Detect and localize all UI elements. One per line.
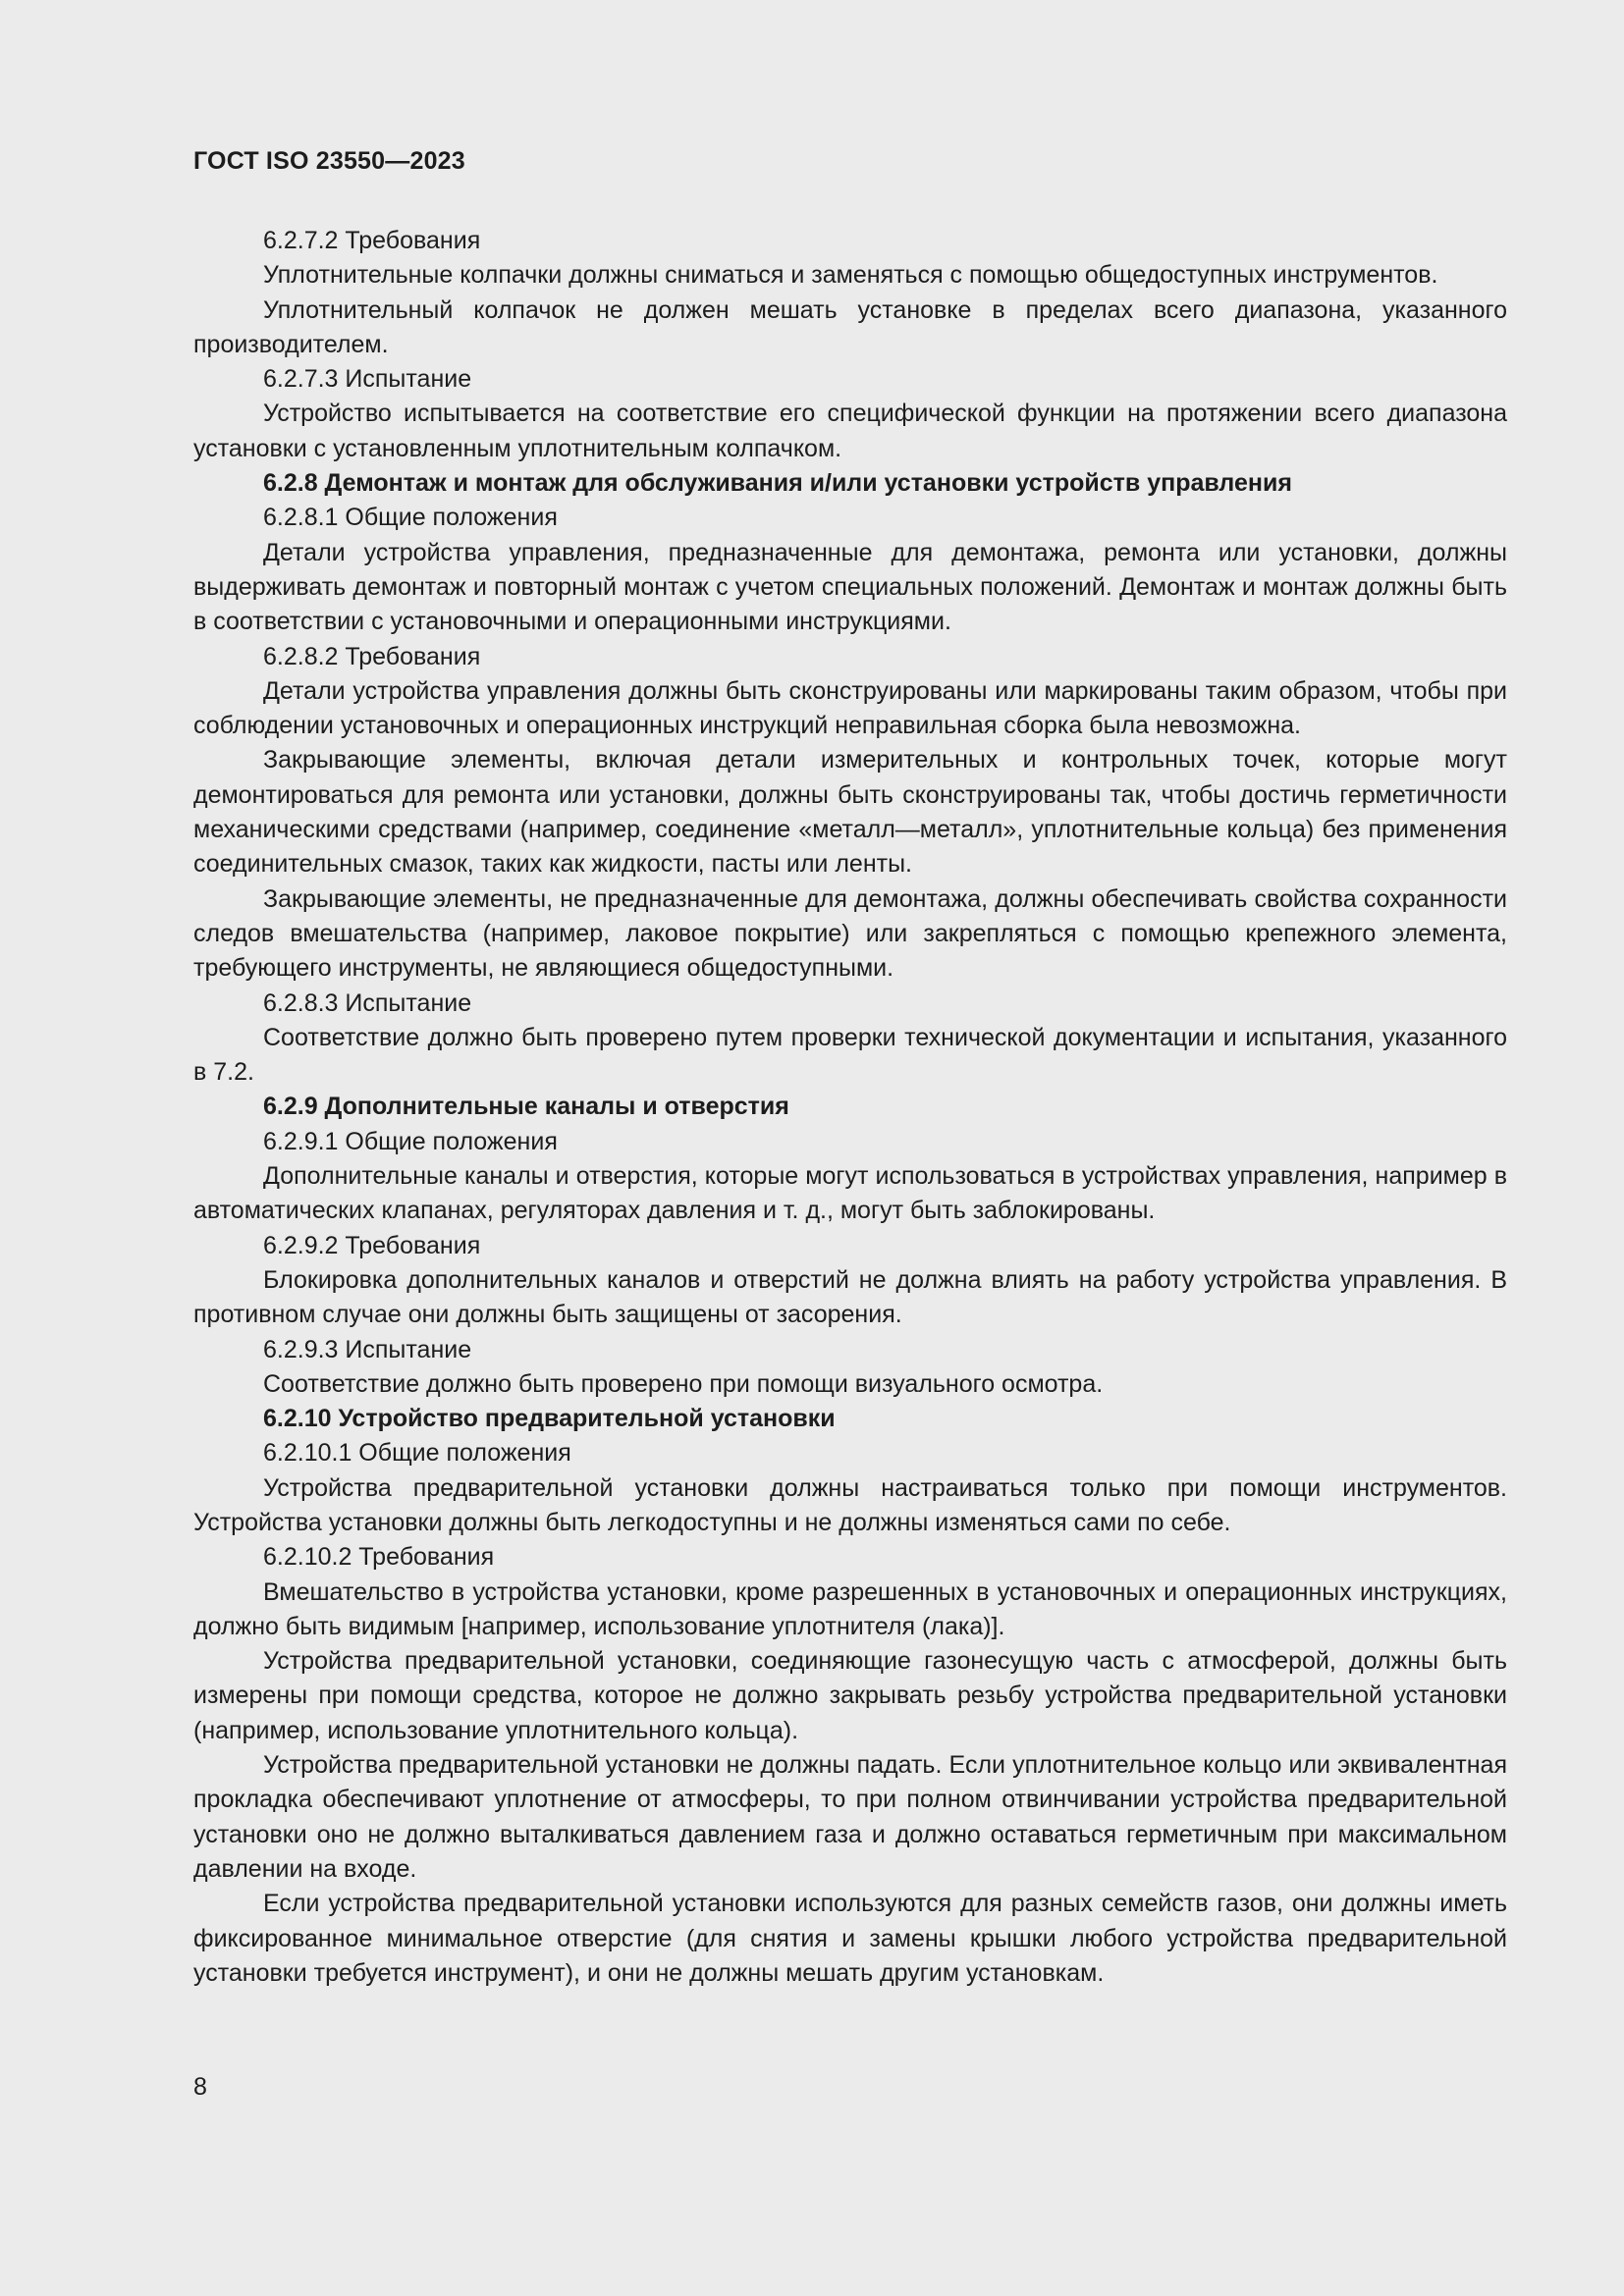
- subclause-heading: 6.2.8.3 Испытание: [263, 988, 472, 1017]
- paragraph: Устройство испытывается на соответствие его специфической функции на протяжении всего диапазона установки с установленным уплотнительным колпачком.: [193, 400, 1507, 462]
- subclause-heading: 6.2.8.1 Общие положения: [263, 504, 558, 532]
- subclause-heading: 6.2.9.3 Испытание: [263, 1335, 472, 1363]
- paragraph: Закрывающие элементы, не предназначенные для демонтажа, должны обеспечивать свойства сохранности следов вмешательства (например, лаковое покрытие) или закрепляться с помощью крепежного элемента, требующего инструменты, не являющиеся общедоступными.: [193, 884, 1507, 983]
- clause-heading: 6.2.8 Демонтаж и монтаж для обслуживания и/или установки устройств управления: [263, 469, 1292, 498]
- paragraph: Устройства предварительной установки не должны падать. Если уплотнительное кольцо или эквивалентная прокладка обеспечивают уплотнение от атмосферы, то при полном отвинчивании устройства предварительной установки оно не должно выталкиваться давлением газа и должно оставаться герметичным при максимальном давлении на входе.: [193, 1751, 1507, 1883]
- subclause-heading: 6.2.8.2 Требования: [263, 642, 481, 670]
- clause-heading: 6.2.9 Дополнительные каналы и отверстия: [263, 1093, 789, 1121]
- subclause-heading: 6.2.7.2 Требования: [263, 227, 481, 254]
- paragraph: Устройства предварительной установки, соединяющие газонесущую часть с атмосферой, должны быть измерены при помощи средства, которое не должно закрывать резьбу устройства предварительной установки (например, использование уплотнительного кольца).: [193, 1647, 1507, 1744]
- paragraph: Если устройства предварительной установки используются для разных семейств газов, они должны иметь фиксированное минимальное отверстие (для снятия и замены крышки любого устройства предварительной установки требуется инструмент), и они не должны мешать другим установкам.: [193, 1890, 1507, 1987]
- subclause-heading: 6.2.7.3 Испытание: [263, 365, 472, 394]
- paragraph: Детали устройства управления должны быть сконструированы или маркированы таким образом, чтобы при соблюдении установочных и операционных инструкций неправильная сборка была невозможна.: [193, 676, 1507, 740]
- paragraph: Соответствие должно быть проверено при помощи визуального осмотра.: [263, 1369, 1104, 1398]
- paragraph: Уплотнительный колпачок не должен мешать установке в пределах всего диапазона, указанного производителем.: [193, 295, 1507, 358]
- paragraph: Закрывающие элементы, включая детали измерительных и контрольных точек, которые могут демонтироваться для ремонта или установки, должны быть сконструированы так, чтобы достичь герметичности механическими средствами (например, соединение «металл—металл», уплотнительные кольца) без применения соединительных смазок, таких как жидкости, пасты или ленты.: [193, 746, 1507, 879]
- paragraph: Детали устройства управления, предназначенные для демонтажа, ремонта или установки, должны выдерживать демонтаж и повторный монтаж с учетом специальных положений. Демонтаж и монтаж должны быть в соответствии с установочными и операционными инструкциями.: [193, 538, 1507, 636]
- paragraph: Дополнительные каналы и отверстия, которые могут использоваться в устройствах управления, например в автоматических клапанах, регуляторах давления и т. д., могут быть заблокированы.: [193, 1162, 1507, 1225]
- standard-header: ГОСТ ISO 23550—2023: [193, 147, 465, 175]
- document-body: [193, 224, 1507, 1991]
- subclause-heading: 6.2.10.2 Требования: [263, 1543, 495, 1572]
- paragraph: Уплотнительные колпачки должны сниматься и заменяться с помощью общедоступных инструментов.: [263, 261, 1438, 290]
- paragraph: Соответствие должно быть проверено путем проверки технической документации и испытания, указанного в 7.2.: [193, 1023, 1507, 1087]
- paragraph: Вмешательство в устройства установки, кроме разрешенных в установочных и операционных инструкциях, должно быть видимым [например, использование уплотнителя (лака)].: [193, 1577, 1507, 1640]
- page-number: 8: [193, 2073, 207, 2101]
- subclause-heading: 6.2.10.1 Общие положения: [263, 1439, 571, 1468]
- subclause-heading: 6.2.9.1 Общие положения: [263, 1127, 558, 1155]
- paragraph: Устройства предварительной установки должны настраиваться только при помощи инструментов. Устройства установки должны быть легкодоступны и не должны изменяться сами по себе.: [193, 1473, 1507, 1536]
- clause-heading: 6.2.10 Устройство предварительной установки: [263, 1405, 836, 1433]
- subclause-heading: 6.2.9.2 Требования: [263, 1231, 481, 1259]
- paragraph: Блокировка дополнительных каналов и отверстий не должна влиять на работу устройства управления. В противном случае они должны быть защищены от засорения.: [193, 1265, 1507, 1329]
